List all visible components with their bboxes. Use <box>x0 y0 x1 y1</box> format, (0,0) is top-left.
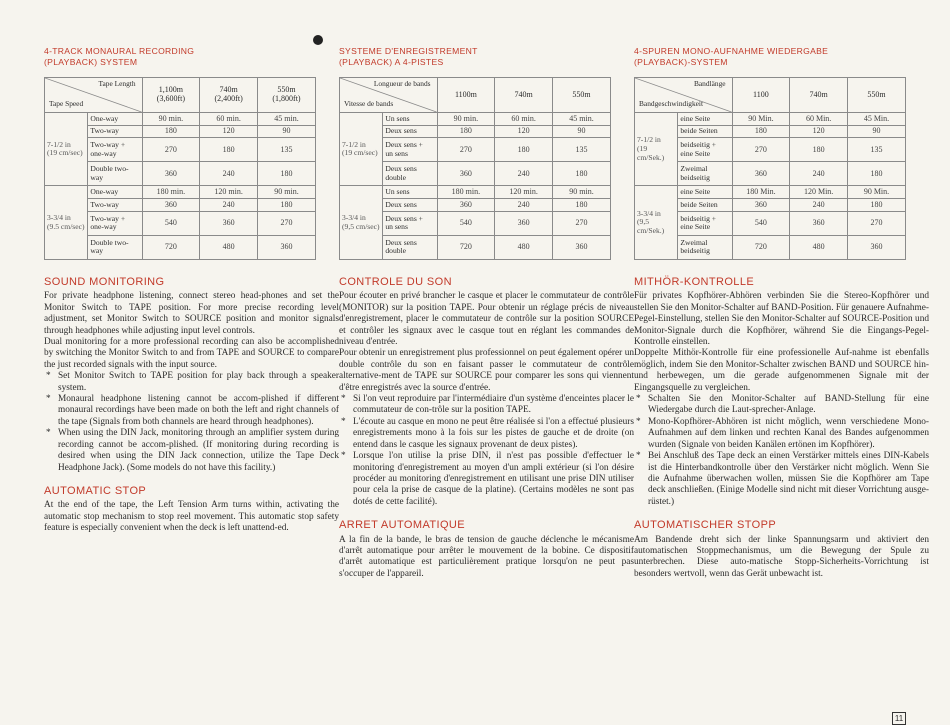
paragraph: Pour écouter en privé brancher le casque et placer le commutateur de contrôle (MONITOR) sur la position TAPE. Pour obtenir un réglage précis de niveau d'enregistrement, placer le commutateur de contrôle sur la position SOURCE et contrôler les signaux avec le casque tout en réglant les commandes de niveau d'entrée. <box>339 291 634 348</box>
mode-cell: eine Seite <box>678 186 732 199</box>
time-cell: 180 <box>552 162 610 186</box>
time-cell: 45 min. <box>257 113 315 126</box>
header-length: 1,100m (3,600ft) <box>142 78 200 113</box>
time-cell: 240 <box>200 162 258 186</box>
note-item: * Set Monitor Switch to TAPE position for play back through a speaker system. <box>44 371 339 394</box>
paragraph: Am Bandende dreht sich der linke Spannungsarm und aktiviert den automatischen Stoppmechanismus, um die Bewegung der Spule zu unterbrechen. Diese auto-matische Stopp-Sicherheits-Vorrichtung ist besonders wertvoll, wenn das Gerät unbewacht ist. <box>634 534 929 579</box>
time-cell: 720 <box>437 235 495 259</box>
mode-cell: Un sens <box>383 186 437 199</box>
time-cell: 180 <box>847 199 905 212</box>
diagonal-header <box>635 78 732 112</box>
header-tape-length: Bandlänge <box>693 79 726 88</box>
time-cell: 180 <box>790 138 848 162</box>
note-item: * Lorsque l'on utilise la prise DIN, il n'est pas possible d'effectuer le monitoring d'enregistrement au moyen d'un ampli extérieur (si l'on désire procéder au monitoring d'enregistrement en utilisant une prise DIN utiliser pour cela la prise de casque de la platine). (Certains modèles ne sont pas dotés de cette facilité). <box>339 451 634 508</box>
speed-cell: 3-3/4 in (9,5 cm/sec) <box>340 186 383 260</box>
time-cell: 180 min. <box>142 186 200 199</box>
time-cell: 180 <box>552 199 610 212</box>
mode-cell: beidseitig + eine Seite <box>678 138 732 162</box>
table-row <box>45 186 316 199</box>
column-french <box>339 46 634 580</box>
time-cell: 60 min. <box>200 113 258 126</box>
note-list <box>44 371 339 474</box>
time-cell: 480 <box>495 235 553 259</box>
header-tape-speed: Tape Speed <box>49 99 84 109</box>
note-item: * Monaural headphone listening cannot be accom-plished if different monaural recordings have been made on both the left and right channels of the tape (Signals from both channels are heard through headphones). <box>44 394 339 428</box>
header-length: 550m <box>847 78 905 113</box>
paragraph: Für privates Kopfhörer-Abhören verbinden Sie die Stereo-Kopfhörer und stellen Sie den Monitor-Schalter auf BAND-Position. Für genauere Aufnahme-Pegel-Einstellung, stellen Sie den Monitor-Schalter auf SOURCE-Position und Monitor-Signale durch die Kopfhörer, während Sie die Eingangs-Pegel-Kontrolle einstellen. <box>634 291 929 348</box>
time-cell: 120 <box>495 125 553 138</box>
table-title: 4-SPUREN MONO-AUFNAHME WIEDERGABE (PLAYBACK)-SYSTEM <box>634 46 829 67</box>
time-cell: 270 <box>257 211 315 235</box>
time-cell: 45 min. <box>552 113 610 126</box>
time-cell: 540 <box>142 211 200 235</box>
time-cell: 90 min. <box>437 113 495 126</box>
time-cell: 135 <box>552 138 610 162</box>
time-cell: 360 <box>142 162 200 186</box>
time-cell: 270 <box>437 138 495 162</box>
table-title: SYSTEME D'ENREGISTREMENT (PLAYBACK) A 4-PISTES <box>339 46 478 67</box>
text-body <box>44 277 339 535</box>
time-cell: 360 <box>257 235 315 259</box>
time-cell: 180 <box>257 199 315 212</box>
header-length: 740m <box>790 78 848 113</box>
time-cell: 720 <box>142 235 200 259</box>
mode-cell: Deux sens double <box>383 162 437 186</box>
table-grid <box>339 77 611 260</box>
table-corner-cell <box>340 78 438 113</box>
speed-cell: 7-1/2 in (19 cm/Sek.) <box>635 113 678 186</box>
table-row <box>635 113 906 126</box>
note-item: * Bei Anschluß des Tape deck an einen Verstärker mittels eines DIN-Kabels ist die Hinterbandkontrolle über den Verstärker nicht möglich. Wenn Sie die Aufnahme überwachen wollen, müssen Sie die Kopfhörer am Tape deck anschließen. (Einige Modelle sind nicht mit dieser Vorrichtung ausge-rüstet.) <box>634 451 929 508</box>
time-cell: 360 <box>790 211 848 235</box>
time-cell: 360 <box>732 199 790 212</box>
header-tape-length: Tape Length <box>98 79 136 88</box>
time-cell: 240 <box>200 199 258 212</box>
paragraph: Doppelte Mithör-Kontrolle für eine professionelle Auf-nahme ist ebenfalls möglich, indem Sie den Monitor-Schalter zwischen BAND und SOURCE hin- und herbewegen, um die gerade aufgenommenen Signale mit der Eingangsquelle zu vergleichen. <box>634 348 929 393</box>
time-cell: 180 <box>142 125 200 138</box>
header-length: 740m (2,400ft) <box>200 78 258 113</box>
mode-cell: Deux sens + un sens <box>383 138 437 162</box>
speed-cell: 3-3/4 in (9,5 cm/Sek.) <box>635 186 678 260</box>
time-cell: 360 <box>847 235 905 259</box>
note-list <box>339 394 634 508</box>
mode-cell: Two-way + one-way <box>88 138 142 162</box>
mode-cell: Deux sens <box>383 125 437 138</box>
mode-cell: Deux sens double <box>383 235 437 259</box>
note-list <box>634 394 929 508</box>
mode-cell: Deux sens + un sens <box>383 211 437 235</box>
section-heading: SOUND MONITORING <box>44 276 165 288</box>
time-cell: 90 Min. <box>732 113 790 126</box>
section-heading: CONTROLE DU SON <box>339 276 452 288</box>
binder-hole-dot <box>313 35 323 45</box>
time-cell: 135 <box>257 138 315 162</box>
table-row <box>635 186 906 199</box>
time-cell: 480 <box>200 235 258 259</box>
mode-cell: Zweimal beidseitig <box>678 235 732 259</box>
time-cell: 270 <box>847 211 905 235</box>
time-cell: 240 <box>790 162 848 186</box>
time-cell: 360 <box>552 235 610 259</box>
time-cell: 240 <box>790 199 848 212</box>
table-corner-cell <box>45 78 143 113</box>
time-cell: 540 <box>732 211 790 235</box>
paragraph: Dual monitoring for a more professional recording can also be accomplished by switching the Monitor Switch to and from TAPE and SOURCE to compare the just recorded signals with the input source. <box>44 337 339 370</box>
header-length: 740m <box>495 78 553 113</box>
time-cell: 90 <box>257 125 315 138</box>
time-cell: 360 <box>437 162 495 186</box>
mode-cell: Two-way <box>88 199 142 212</box>
time-cell: 120 Min. <box>790 186 848 199</box>
time-cell: 90 <box>847 125 905 138</box>
time-cell: 180 Min. <box>732 186 790 199</box>
note-item: * When using the DIN Jack, monitoring through an amplifier system during recording cannot be accom-plished. (If monitoring during recording is desired when using the DIN Jack connection, utilize the Tape Deck Headphone Jack). (Some models do not have this facility.) <box>44 428 339 474</box>
mode-cell: One-way <box>88 186 142 199</box>
paragraph: For private headphone listening, connect stereo head-phones and set the Monitor Switch to TAPE position. For more precise recording level adjustment, set Monitor Switch to SOURCE position and monitor signals through headphones while adjusting input level controls. <box>44 291 339 336</box>
time-cell: 360 <box>142 199 200 212</box>
table-grid <box>44 77 316 260</box>
paragraph: Pour obtenir un enregistrement plus professionnel on peut également opérer un double contrôle du son en faisant passer le commutateur de contrôle alternative-ment de TAPE sur SOURCE pour comparer les sons qui viennent d'être enregistrés avec la source d'entrée. <box>339 348 634 393</box>
header-tape-speed: Bandgeschwindigkeit <box>639 99 704 109</box>
time-cell: 90 <box>552 125 610 138</box>
header-length: 1100m <box>437 78 495 113</box>
header-length: 550m (1,800ft) <box>257 78 315 113</box>
time-cell: 180 <box>200 138 258 162</box>
header-tape-speed: Vitesse de bands <box>344 99 394 109</box>
speed-cell: 3-3/4 in (9.5 cm/sec) <box>45 186 88 260</box>
time-cell: 180 <box>495 138 553 162</box>
time-cell: 180 <box>437 125 495 138</box>
speed-cell: 7-1/2 in (19 cm/sec) <box>340 113 383 186</box>
time-cell: 90 Min. <box>847 186 905 199</box>
time-cell: 270 <box>552 211 610 235</box>
time-cell: 360 <box>495 211 553 235</box>
mode-cell: Un sens <box>383 113 437 126</box>
time-cell: 180 <box>847 162 905 186</box>
time-cell: 120 min. <box>495 186 553 199</box>
section-heading: AUTOMATIC STOP <box>44 484 147 497</box>
time-cell: 120 <box>200 125 258 138</box>
recording-time-table <box>634 77 906 260</box>
mode-cell: Two-way + one-way <box>88 211 142 235</box>
header-length: 550m <box>552 78 610 113</box>
note-item: * L'écoute au casque en mono ne peut être réalisée si l'on a effectué plusieurs enregistrements mono à la fois sur les pistes de gauche et de droite (on entend dans le casque les signaux provenant de deux pistes). <box>339 417 634 451</box>
mode-cell: Two-way <box>88 125 142 138</box>
mode-cell: One-way <box>88 113 142 126</box>
mode-cell: Double two- way <box>88 162 142 186</box>
paragraph: A la fin de la bande, le bras de tension de gauche déclenche le mécanisme d'arrêt automatique pour arrêter le mouvement de la bobine. Ce dispositif d'arrêt automatique est particulièrement pratique lorsqu'on ne peut pas s'occuper de l'appareil. <box>339 534 634 579</box>
time-cell: 240 <box>495 199 553 212</box>
note-item: * Mono-Kopfhörer-Abhören ist nicht möglich, wenn verschiedene Mono-Aufnahmen auf dem linken und rechten Kanal des Bandes aufgenommen wurden (Signale von beiden Kanälen ertönen im Kopfhörer). <box>634 417 929 451</box>
table-row <box>340 113 611 126</box>
text-body <box>339 277 634 580</box>
mode-cell: beide Seiten <box>678 125 732 138</box>
time-cell: 480 <box>790 235 848 259</box>
column-german <box>634 46 929 580</box>
header-tape-length: Longueur de bands <box>373 79 431 88</box>
note-item: * Si l'on veut reproduire par l'intermédiaire d'un système d'enceintes placer le commutateur de con-trôle sur la position TAPE. <box>339 394 634 417</box>
time-cell: 90 min. <box>552 186 610 199</box>
time-cell: 180 <box>257 162 315 186</box>
table-title: 4-TRACK MONAURAL RECORDING (PLAYBACK) SYSTEM <box>44 46 195 67</box>
section-heading: ARRET AUTOMATIQUE <box>339 519 465 532</box>
mode-cell: beidseitig + eine Seite <box>678 211 732 235</box>
text-body <box>634 277 929 580</box>
time-cell: 360 <box>200 211 258 235</box>
paragraph: At the end of the tape, the Left Tension Arm turns within, activating the automatic stop mechanism to stop reel movement. This automatic stop safety feature is especially convenient when the deck is left unattend-ed. <box>44 500 339 534</box>
mode-cell: Deux sens <box>383 199 437 212</box>
mode-cell: beide Seiten <box>678 199 732 212</box>
page-number: 11 <box>892 712 906 725</box>
time-cell: 60 min. <box>495 113 553 126</box>
time-cell: 180 min. <box>437 186 495 199</box>
mode-cell: eine Seite <box>678 113 732 126</box>
time-cell: 360 <box>437 199 495 212</box>
section-heading: AUTOMATISCHER STOPP <box>634 519 777 532</box>
time-cell: 540 <box>437 211 495 235</box>
time-cell: 120 <box>790 125 848 138</box>
column-english <box>44 46 339 535</box>
recording-time-table <box>44 77 316 260</box>
time-cell: 270 <box>142 138 200 162</box>
time-cell: 240 <box>495 162 553 186</box>
mode-cell: Double two- way <box>88 235 142 259</box>
time-cell: 90 min. <box>257 186 315 199</box>
table-corner-cell <box>635 78 733 113</box>
time-cell: 120 min. <box>200 186 258 199</box>
mode-cell: Zweimal beidseitig <box>678 162 732 186</box>
recording-time-table <box>339 77 611 260</box>
note-item: * Schalten Sie den Monitor-Schalter auf BAND-Stellung für eine Wiedergabe durch die Laut-sprecher-Anlage. <box>634 394 929 417</box>
time-cell: 270 <box>732 138 790 162</box>
time-cell: 720 <box>732 235 790 259</box>
diagonal-header <box>340 78 437 112</box>
time-cell: 180 <box>732 125 790 138</box>
header-length: 1100 <box>732 78 790 113</box>
time-cell: 45 Min. <box>847 113 905 126</box>
time-cell: 90 min. <box>142 113 200 126</box>
table-grid <box>634 77 906 260</box>
table-row <box>340 186 611 199</box>
table-row <box>45 113 316 126</box>
time-cell: 360 <box>732 162 790 186</box>
time-cell: 135 <box>847 138 905 162</box>
time-cell: 60 Min. <box>790 113 848 126</box>
speed-cell: 7-1/2 in (19 cm/sec) <box>45 113 88 186</box>
diagonal-header <box>45 78 142 112</box>
section-heading: MITHÖR-KONTROLLE <box>634 276 755 288</box>
